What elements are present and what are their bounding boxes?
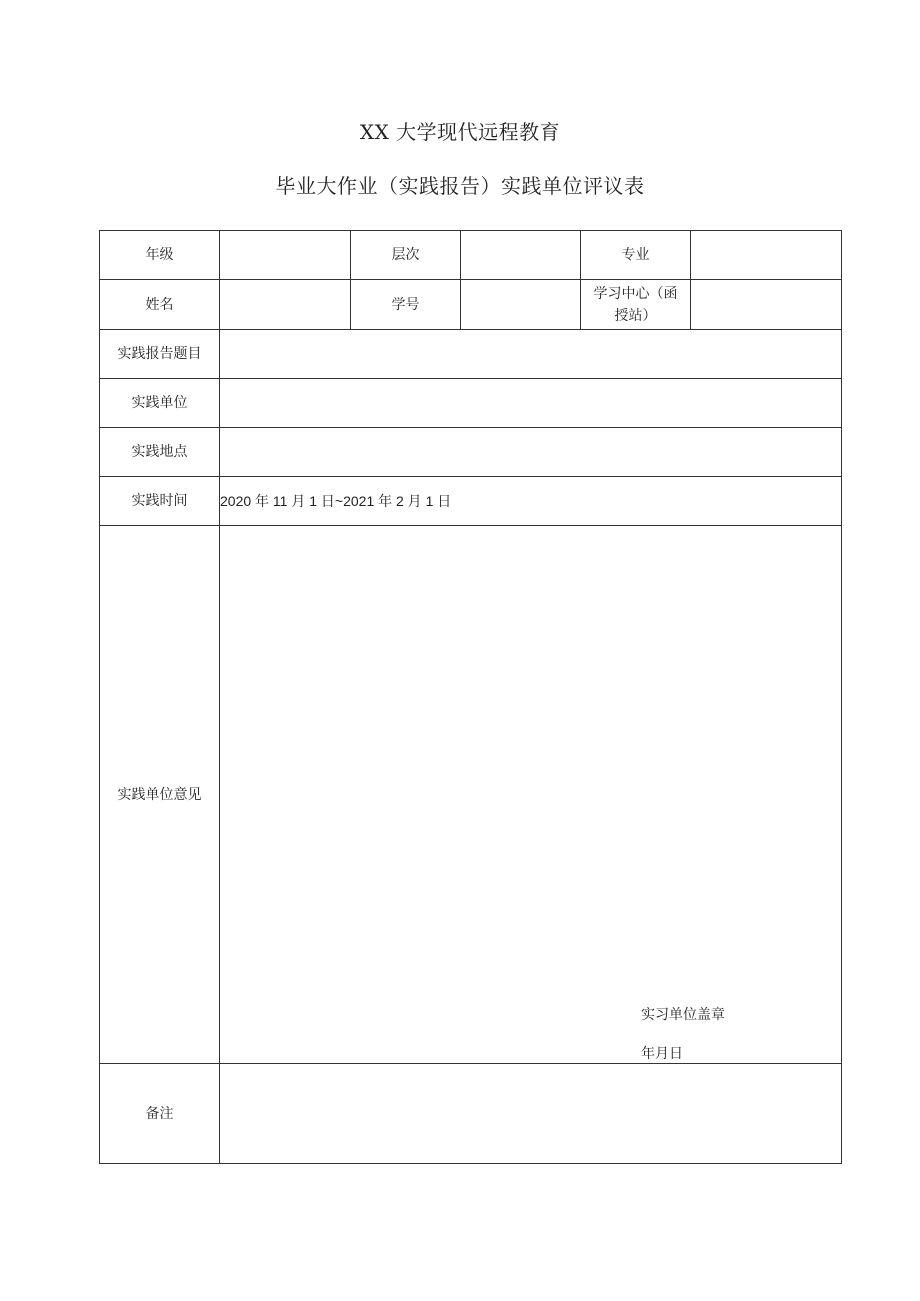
seal-text: 实习单位盖章	[641, 1007, 725, 1023]
learning-center-label-line1: 学习中心（函	[593, 285, 678, 302]
unit-opinion-label: 实践单位意见	[99, 525, 220, 1064]
remark-field[interactable]	[219, 1063, 842, 1164]
name-label: 姓名	[99, 279, 220, 330]
name-field[interactable]	[219, 279, 351, 330]
practice-place-field[interactable]	[219, 427, 842, 477]
level-field[interactable]	[460, 230, 581, 280]
learning-center-field[interactable]	[690, 279, 842, 330]
grade-field[interactable]	[219, 230, 351, 280]
report-topic-field[interactable]	[219, 329, 842, 379]
practice-place-label: 实践地点	[99, 427, 220, 477]
document-subtitle: 毕业大作业（实践报告）实践单位评议表	[275, 174, 645, 198]
major-label: 专业	[580, 230, 691, 280]
practice-time-field[interactable]	[219, 476, 842, 526]
student-id-field[interactable]	[460, 279, 581, 330]
student-id-label: 学号	[350, 279, 461, 330]
practice-unit-field[interactable]	[219, 378, 842, 428]
date-text: 年月日	[641, 1046, 683, 1062]
document-title: XX 大学现代远程教育	[359, 120, 561, 144]
grade-label: 年级	[99, 230, 220, 280]
report-topic-label: 实践报告题目	[99, 329, 220, 379]
learning-center-label	[580, 279, 691, 330]
remark-label: 备注	[99, 1063, 220, 1164]
unit-opinion-field[interactable]	[219, 525, 842, 1064]
major-field[interactable]	[690, 230, 842, 280]
practice-time-value: 2020 年 11 月 1 日~2021 年 2 月 1 日	[220, 493, 452, 509]
practice-time-label: 实践时间	[99, 476, 220, 526]
learning-center-label-line2: 授站）	[614, 307, 657, 324]
practice-unit-label: 实践单位	[99, 378, 220, 428]
level-label: 层次	[350, 230, 461, 280]
